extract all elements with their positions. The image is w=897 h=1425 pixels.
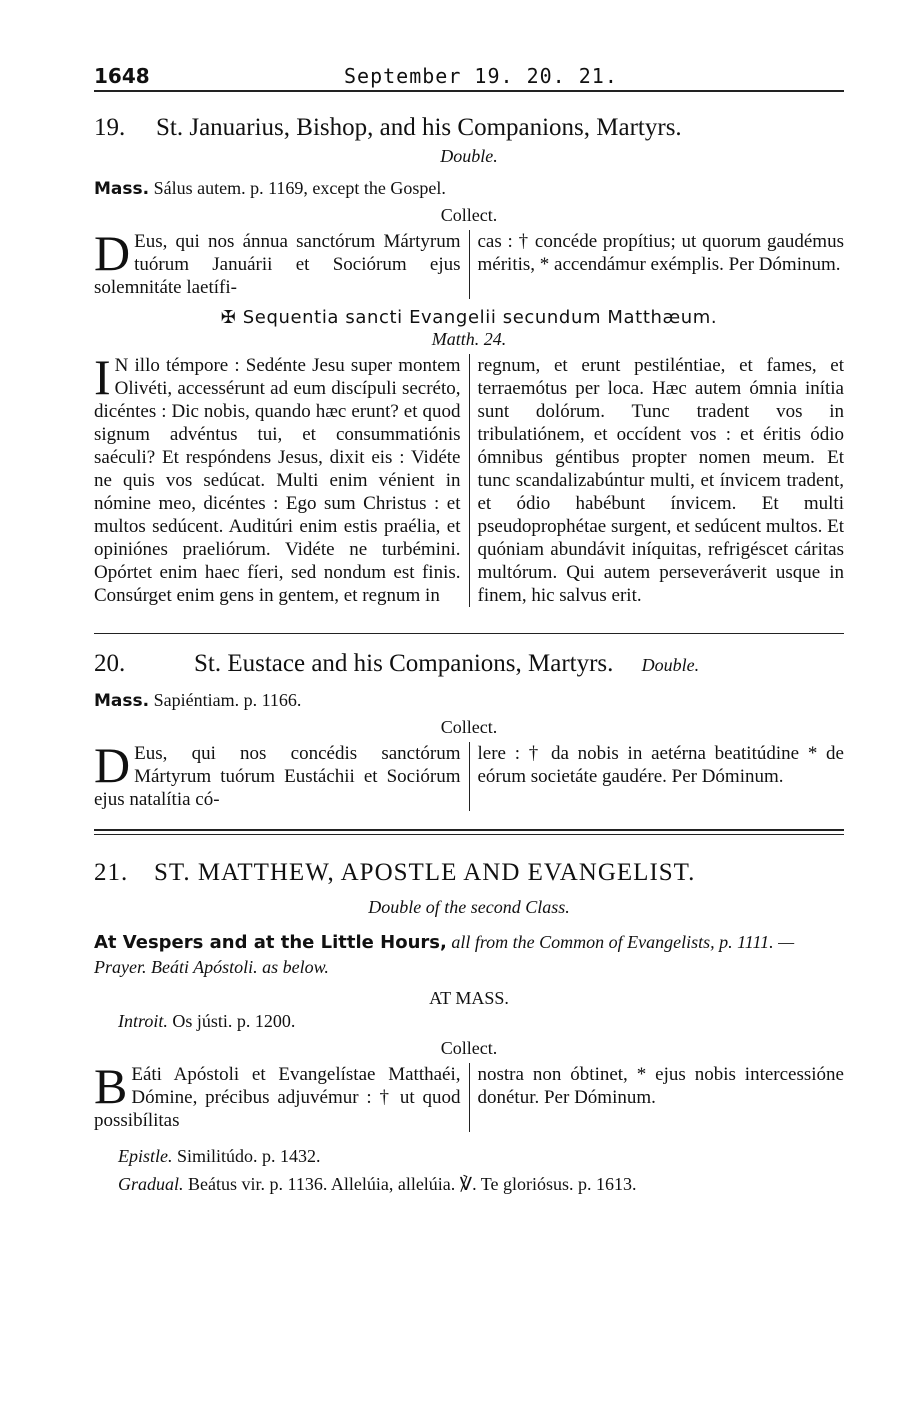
collect-left-text: Eáti Apóstoli et Evangelístae Matthaéi, Dómine, précibus adjuvémur : † ut quod possibílitas — [94, 1064, 461, 1131]
gospel-right-column: regnum, et erunt pestiléntiae, et fames, et terraemótus per loca. Hæc autem ómnia inítia sunt dolórum. Tunc tradent vos in tribulatiónem, et occídent vos : et éritis ódio ómnibus géntibus propter nomen meum. Et tunc scandalizabúntur multi, et ínvicem tradent, et ódio habébunt ínvicem. Et multi pseudoprophétae surgent, et sedúcent multos. Et quóniam abundávit iníquitas, refrigéscet cáritas multórum. Qui autem perseveráverit usque in finem, hic salvus erit. — [477, 355, 844, 606]
gospel-left-text: N illo témpore : Sedénte Jesu super montem Olivéti, accessérunt ad eum discípuli secréto, dicéntes : Dic nobis, quando hæc erunt? et quod signum advéntus tui, et consummatiónis saéculi? Et respóndens Jesus, dixit eis : Vidéte ne quis vos sedúcat. Multi enim vénient in nómine meo, dicéntes : Ego sum Christus : et multos sedúcent. Auditúri enim estis praélia, et opiniónes praeliórum. Vidéte ne turbémini. Opórtet enim haec fíeri, sed nondum est finis. Consúrget enim gens in gentem, et regnum in — [94, 355, 461, 606]
collect-columns — [94, 225, 844, 299]
gospel-heading: ✠ Sequentia sancti Evangelii secundum Matthæum. — [220, 307, 718, 328]
collect-left-text: Eus, qui nos ánnua sanctórum Mártyrum tuórum Januárii et Sociórum ejus solemnitáte laetífi- — [94, 231, 461, 298]
collect-right-column: nostra non óbtinet, * ejus nobis intercessióne donétur. Per Dóminum. — [477, 1064, 844, 1108]
section-divider — [94, 633, 844, 634]
gradual-text: Beátus vir. p. 1136. Allelúia, allelúia. ℣. Te gloriósus. p. 1613. — [188, 1174, 637, 1194]
vespers-text: all from the Common of Evangelists, p. 1111. — Prayer. Beáti Apóstoli. as below. — [94, 932, 795, 977]
section-19-heading — [94, 114, 844, 142]
collect-columns — [94, 737, 844, 811]
at-mass-heading: AT MASS. — [429, 988, 509, 1008]
collect-right-column: cas : † concéde propítius; ut quorum gaudémus méritis, * accendámur exémplis. Per Dóminum. — [477, 231, 844, 275]
section-double-divider — [94, 829, 844, 835]
drop-cap: B — [94, 1058, 128, 1114]
collect-left-column — [94, 737, 470, 811]
running-title: September 19. 20. 21. — [344, 64, 618, 88]
feast-rank: Double. — [641, 655, 700, 675]
mass-text: Sapiéntiam. p. 1166. — [153, 690, 302, 710]
page-header — [94, 58, 844, 92]
mass-label: Mass. — [94, 691, 150, 711]
section-title: ST. MATTHEW, APOSTLE AND EVANGELIST. — [154, 859, 696, 886]
collect-heading: Collect. — [440, 205, 498, 225]
vespers-label: At Vespers and at the Little Hours, — [94, 932, 447, 953]
drop-cap: D — [94, 737, 131, 793]
vespers-rubric — [94, 930, 844, 979]
collect-right-column: lere : † da nobis in aetérna beatitúdine * de eórum societáte gaudére. Per Dóminum. — [477, 743, 844, 787]
drop-cap: I — [94, 349, 111, 405]
collect-left-column — [94, 225, 470, 299]
gospel-reference: Matth. 24. — [431, 329, 507, 349]
feast-rank: Double of the second Class. — [368, 897, 570, 917]
section-number: 20. — [94, 650, 126, 677]
gradual-label: Gradual. — [118, 1174, 184, 1194]
collect-heading: Collect. — [440, 1038, 498, 1058]
section-title: St. Eustace and his Companions, Martyrs. — [194, 650, 614, 677]
collect-heading: Collect. — [440, 717, 498, 737]
epistle-label: Epistle. — [118, 1146, 173, 1166]
collect-left-text: Eus, qui nos concédis sanctórum Mártyrum tuórum Eustáchii et Sociórum ejus natalítia có- — [94, 743, 461, 810]
gradual-line — [118, 1172, 844, 1196]
collect-columns — [94, 1058, 844, 1132]
mass-text: Sálus autem. p. 1169, except the Gospel. — [153, 178, 446, 198]
epistle-line — [118, 1144, 844, 1168]
section-20-heading — [94, 650, 844, 679]
collect-left-column — [94, 1058, 470, 1132]
section-number: 19. — [94, 114, 126, 141]
page-number: 1648 — [94, 64, 150, 88]
missal-page — [94, 58, 844, 1196]
introit-label: Introit. — [118, 1011, 168, 1031]
introit-line — [118, 1009, 844, 1033]
mass-label: Mass. — [94, 179, 150, 199]
section-number: 21. — [94, 859, 129, 886]
epistle-text: Similitúdo. p. 1432. — [177, 1146, 321, 1166]
gospel-columns — [94, 349, 844, 607]
mass-line — [94, 177, 844, 200]
section-title: St. Januarius, Bishop, and his Companions, Martyrs. — [156, 114, 682, 141]
gospel-left-column — [94, 349, 470, 607]
introit-text: Os jústi. p. 1200. — [172, 1011, 296, 1031]
mass-line — [94, 689, 844, 712]
section-21-heading — [94, 859, 844, 887]
feast-rank: Double. — [440, 146, 498, 166]
drop-cap: D — [94, 225, 131, 281]
